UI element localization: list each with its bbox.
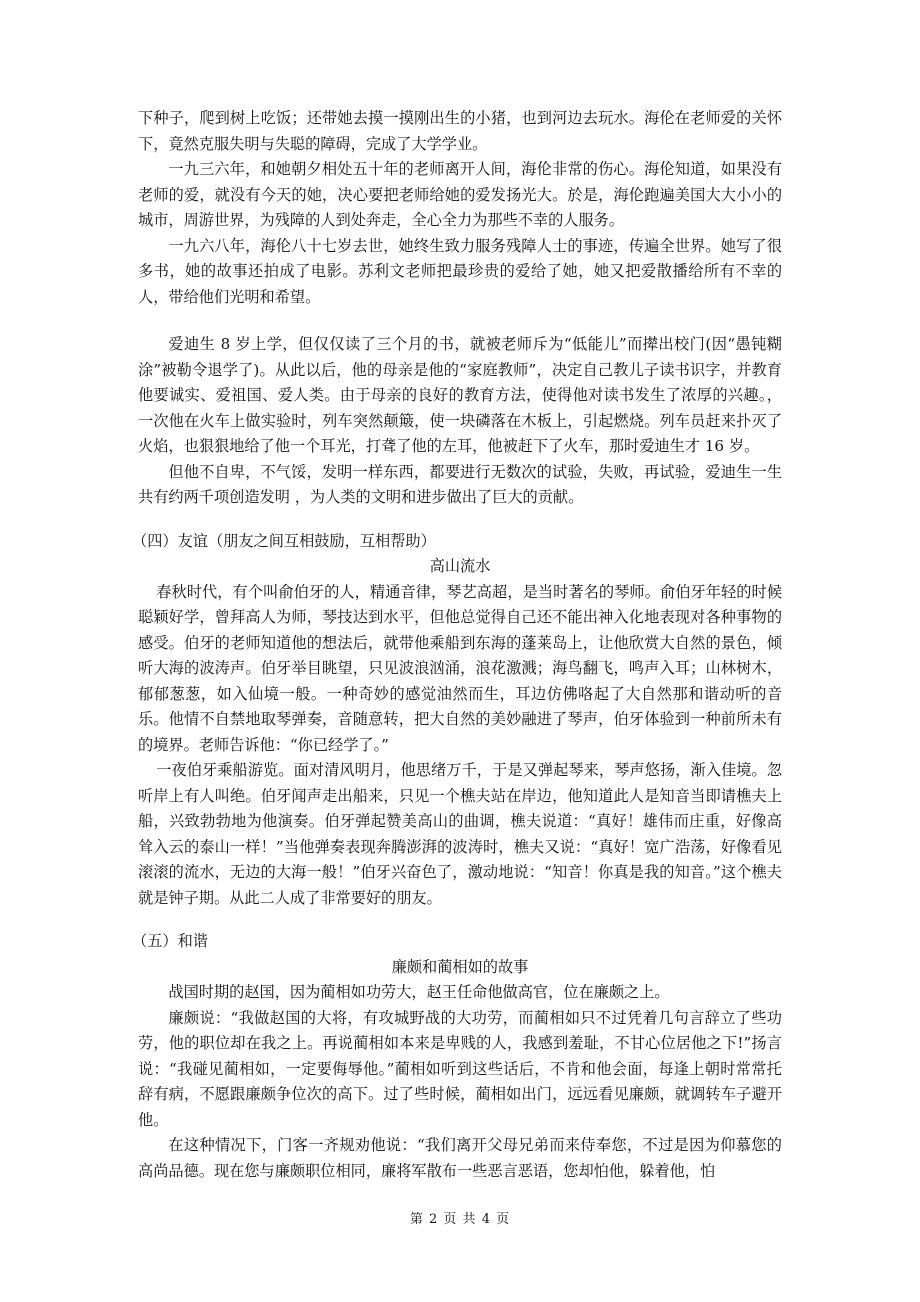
paragraph-5: 但他不自卑，不气馁，发明一样东西，都要进行无数次的试验，失败，再试验，爱迪生一生共有约两千项创造发明 ，为人类的文明和进步做出了巨大的贡献。 (138, 462, 782, 506)
section-5-heading: （五）和谐 (132, 932, 208, 950)
section-4-title: 高山流水 (429, 557, 491, 575)
paragraph-7: 一夜伯牙乘船游览。面对清风明月，他思绪万千，于是又弹起琴来，琴声悠扬，渐入佳境。忽听岸上有人叫绝。伯牙闻声走出船来，只见一个樵夫站在岸边，他知道此人是知音当即请樵夫上船，兴致勃勃地为他演奏。伯牙弹起赞美高山的曲调，樵夫说道：“真好！雄伟而庄重，好像高耸入云的泰山一样！”当他弹奏表现奔腾澎湃的波涛时，樵夫又说：“真好！宽广浩荡，好像看见滚滚的流水，无边的大海一般！”伯牙兴奋色了，激动地说：“知音！你真是我的知音。”这个樵夫就是钟子期。从此二人成了非常要好的朋友。 (138, 761, 782, 907)
spacer (138, 310, 782, 332)
spacer (138, 511, 782, 529)
paragraph-2: 一九三六年，和她朝夕相处五十年的老师离开人间，海伦非常的伤心。海伦知道，如果没有老师的爱，就没有今天的她，决心要把老师给她的爱发扬光大。於是，海伦跑遍美国大大小小的城市，周游世界，为残障的人到处奔走，全心全力为那些不幸的人服务。 (138, 160, 782, 229)
paragraph-10: 在这种情况下，门客一齐规劝他说：“我们离开父母兄弟而来侍奉您，不过是因为仰慕您的高尚品德。现在您与廉颇职位相同，廉将军散布一些恶言恶语，您却怕他，躲着他，怕 (138, 1136, 782, 1180)
paragraph-3: 一九六八年，海伦八十七岁去世，她终生致力服务残障人士的事迹，传遍全世界。她写了很多书，她的故事还拍成了电影。苏利文老师把最珍贵的爱给了她，她又把爱散播给所有不幸的人，带给他们光明和希望。 (138, 236, 782, 306)
page-indicator: 第 2 页 共 4 页 (409, 1212, 511, 1227)
paragraph-4: 爱迪生 8 岁上学，但仅仅读了三个月的书，就被老师斥为“低能儿”而撵出校门(因“愚钝糊涂”被勒令退学了)。从此以后，他的母亲是他的“家庭教师”，决定自己教儿子读书识字，并教育他要诚实、爱祖国、爱人类。由于母亲的良好的教育方法，使得他对读书发生了浓厚的兴趣。，一次他在火车上做实验时，列车突然颠簸，使一块磷落在木板上，引起燃烧。列车员赶来扑灭了火焰，也狠狠地给了他一个耳光，打聋了他的左耳，他被赶下了火车，那时爱迪生才 16 岁。 (138, 335, 782, 455)
paragraph-9: 廉颇说：“我做赵国的大将，有攻城野战的大功劳，而蔺相如只不过凭着几句言辞立了些功劳，他的职位却在我之上。再说蔺相如本来是卑贱的人，我感到羞耻，不甘心位居他之下!”扬言说：“我碰见蔺相如，一定要侮辱他。”蔺相如听到这些话后，不肯和他会面，每逢上朝时常常托辞有病，不愿跟廉颇争位次的高下。过了些时候，蔺相如出门，远远看见廉颇，就调转车子避开他。 (138, 1008, 782, 1129)
section-5-title: 廉颇和蔺相如的故事 (391, 957, 529, 976)
paragraph-8: 战国时期的赵国，因为蔺相如功劳大，赵王任命他做高官，位在廉颇之上。 (168, 983, 670, 1001)
section-4-heading: （四）友谊（朋友之间互相鼓励，互相帮助） (132, 531, 436, 550)
spacer (138, 911, 782, 929)
paragraph-1: 下种子，爬到树上吃饭；还带她去摸一摸刚出生的小猪，也到河边去玩水。海伦在老师爱的关怀下，竟然克服失明与失聪的障碍，完成了大学学业。 (138, 109, 782, 153)
document-page (132, 106, 782, 1184)
paragraph-6: 春秋时代，有个叫俞伯牙的人，精通音律，琴艺高超，是当时著名的琴师。俞伯牙年轻的时候聪颖好学，曾拜高人为师，琴技达到水平，但他总觉得自己还不能出神入化地表现对各种事物的感受。伯牙的老师知道他的想法后，就带他乘船到东海的蓬莱岛上，让他欣赏大自然的景色，倾听大海的波涛声。伯牙举目眺望，只见波浪汹涌，浪花激溅；海鸟翻飞，鸣声入耳；山林树木，郁郁葱葱，如入仙境一般。一种奇妙的感觉油然而生，耳边仿佛咯起了大自然那和谐动听的音乐。他情不自禁地取琴弹奏，音随意转，把大自然的美妙融进了琴声，伯牙体验到一种前所未有的境界。老师告诉他：“你已经学了。” (138, 582, 782, 754)
